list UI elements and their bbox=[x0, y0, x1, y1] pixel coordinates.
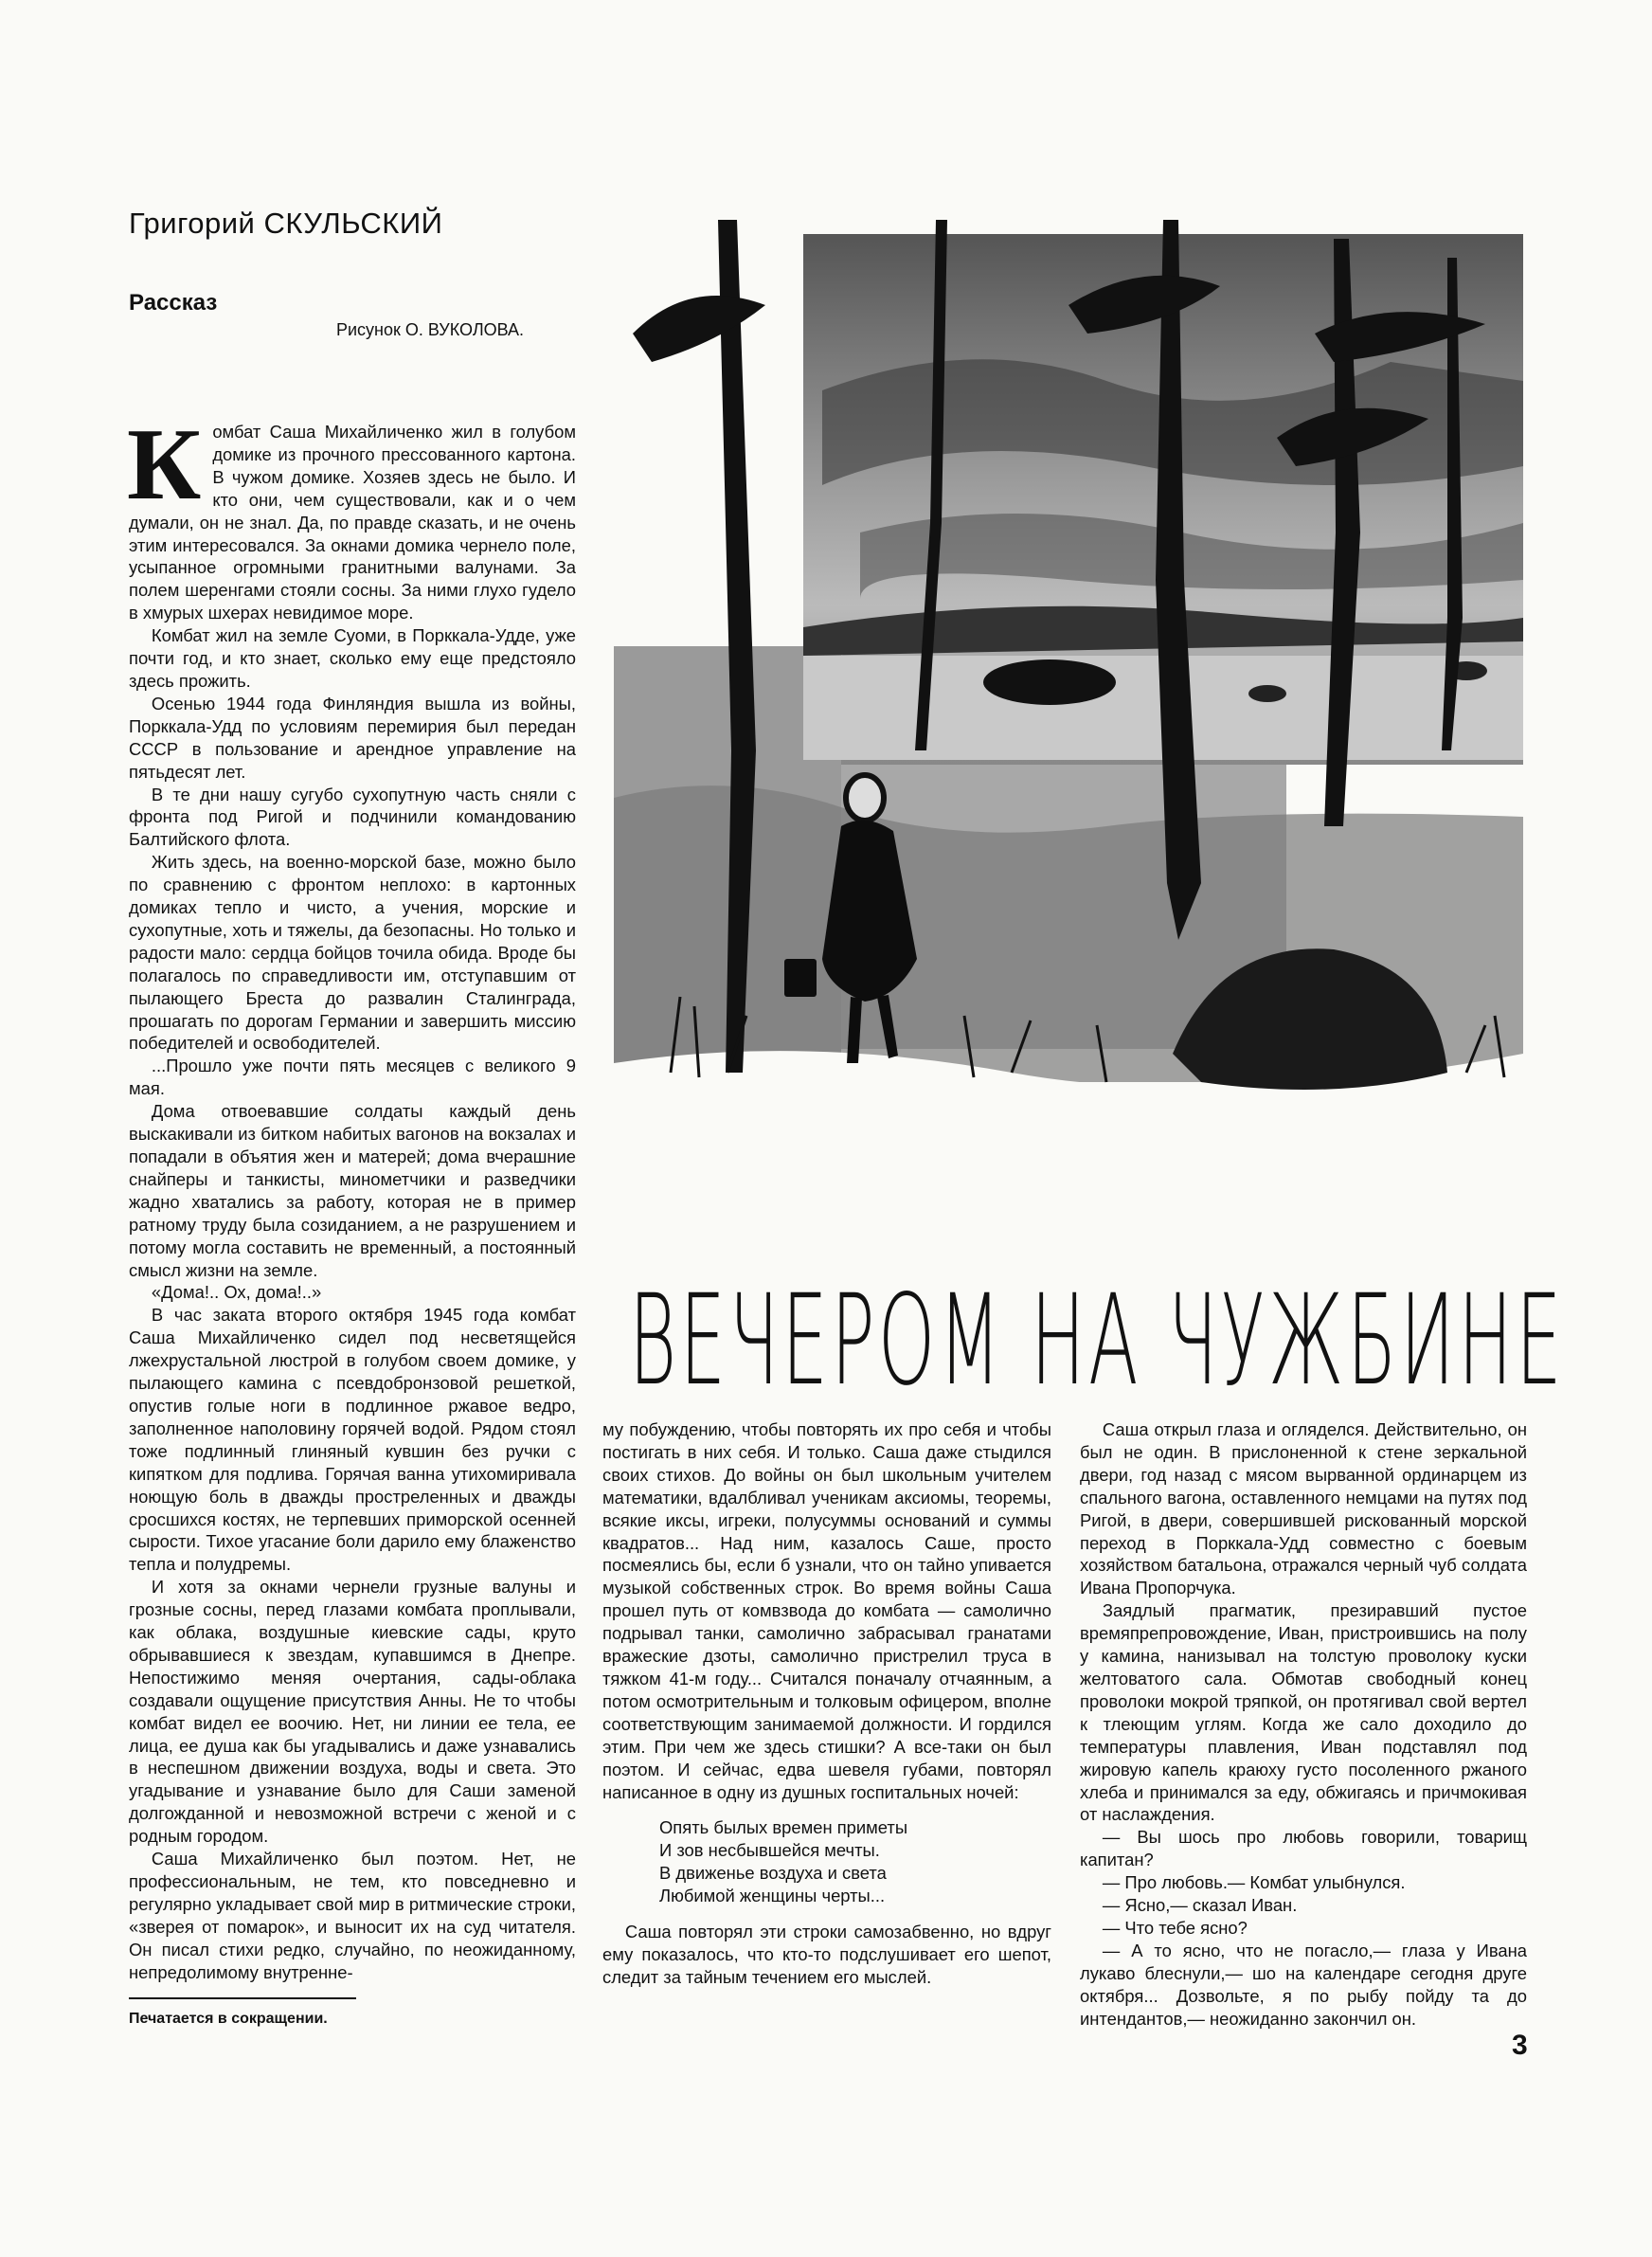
paragraph: Дома отвоевавшие солдаты каждый день выскакивали из битком набитых вагонов на вокзалах и попадали в объятия жен и матерей; дома вчерашние снайперы и танкисты, минометчики и разведчики жадно хватались за работу, которая не в пример ратному труду была созиданием, а не разрушением и потому могла составить не временный, а постоянный смысл жизни на земле. bbox=[129, 1101, 576, 1280]
paragraph: Осенью 1944 года Финляндия вышла из войны, Порккала-Удд по условиям перемирия был передан СССР в пользование и арендное управление на пятьдесят лет. bbox=[129, 693, 576, 782]
text-column-2 bbox=[602, 1418, 1051, 1989]
poem-line: И зов несбывшейся мечты. bbox=[659, 1840, 880, 1861]
poem-line: В движенье воздуха и света bbox=[659, 1863, 887, 1884]
page-number: 3 bbox=[1512, 2030, 1528, 2061]
paragraph: В час заката второго октября 1945 года комбат Саша Михайличенко сидел под несветящейся лжехрустальной люстрой в голубом своем домике, у пылающего камина с псевдобронзовой решеткой, опустив голые ноги в подлинное ржавое ведро, заполненное наполовину горячей водой. Рядом стоял тоже подлинный глиняный кувшин без ручки с кипятком для подлива. Горячая ванна утихомиривала ноющую боль в дважды простреленных и дважды сросшихся костях, не терпевших приморской осенней сырости. Тихое угасание боли дарило ему блаженство тепла и полудремы. bbox=[129, 1305, 576, 1575]
poem-line: Опять былых времен приметы bbox=[659, 1817, 908, 1838]
paragraph: — Ясно,— сказал Иван. bbox=[1102, 1895, 1298, 1916]
paragraph: В те дни нашу сугубо сухопутную часть сняли с фронта под Ригой и подчинили командованию Балтийского флота. bbox=[129, 784, 576, 850]
text-column-3 bbox=[1080, 1418, 1527, 2030]
paragraph: Комбат жил на земле Суоми, в Порккала-Удде, уже почти год, и кто знает, сколько ему еще предстояло здесь прожить. bbox=[129, 625, 576, 691]
forest-lake-woman-illustration bbox=[614, 220, 1523, 1272]
paragraph: «Дома!.. Ох, дома!..» bbox=[151, 1282, 322, 1303]
paragraph: Саша открыл глаза и огляделся. Действительно, он был не один. В прислоненной к стене зеркальной двери, год назад с мясом вырванной ординарцем из спального вагона, оставленного немцами на путях под Ригой, в двери, совершившей рискованный морской переход в Порккала-Удд совместно с боевым хозяйством батальона, отражался черный чуб солдата Ивана Пропорчука. bbox=[1080, 1419, 1527, 1598]
paragraph: Саша Михайличенко был поэтом. Нет, не профессиональным, не тем, кто повседневно и регулярно укладывает свой мир в ритмические строки, «зверея от помарок», и выносит их на суд читателя. Он писал стихи редко, случайно, по неожиданному, непредолимому внутренне- bbox=[129, 1849, 576, 1982]
paragraph: омбат Саша Михайличенко жил в голубом домике из прочного прессованного картона. В чужом домике. Хозяев здесь не было. И кто они, чем существовали, как и о чем думали, он не знал. Да, по правде сказать, и не очень этим интересовался. За окнами домика чернело поле, усыпанное огромными гранитными валунами. За полем шеренгами стояли сосны. За ними глухо гудело в хмурых шхерах невидимое море. bbox=[129, 422, 576, 623]
footnote-divider bbox=[129, 1997, 356, 1999]
illustrator-credit: Рисунок О. ВУКОЛОВА. bbox=[336, 320, 525, 339]
poem bbox=[659, 1816, 1051, 1907]
paragraph: Саша повторял эти строки самозабвенно, но вдруг ему показалось, что кто-то подслушивает его шепот, следит за тайным течением его мыслей. bbox=[602, 1922, 1051, 1987]
paragraph: — Вы шось про любовь говорили, товарищ капитан? bbox=[1080, 1827, 1527, 1870]
paragraph: му побуждению, чтобы повторять их про себя и чтобы постигать в них себя. И только. Саша даже стыдился своих стихов. До войны он был школьным учителем математики, вдалбливал ученикам аксиомы, теоремы, всякие иксы, игреки, полусуммы оснований и суммы квадратов... Над ним, казалось Саше, просто посмеялись бы, если б узнали, что он тайно упивается музыкой собственных строк. Во время войны Саша прошел путь от комвзвода до комбата — самолично подрывал танки, самолично забрасывал гранатами вражеские дзоты, самолично пристрелил труса в тяжком 41-м году... Считался поначалу отчаянным, а потом осмотрительным и толковым офицером, вполне соответствующим занимаемой должности. И гордился этим. При чем же здесь стишки? А все-таки он был поэтом. И сейчас, едва шевеля губами, повторял написанное в одну из душных госпитальных ночей: bbox=[602, 1419, 1051, 1802]
paragraph: — А то ясно, что не погасло,— глаза у Ивана лукаво блеснули,— шо на календаре сегодня друге октября... Дозвольте, я по рыбу пойду та до интендантов,— неожиданно закончил он. bbox=[1080, 1940, 1527, 2029]
footnote: Печатается в сокращении. bbox=[129, 2011, 328, 2027]
paragraph: ...Прошло уже почти пять месяцев с великого 9 мая. bbox=[129, 1056, 576, 1099]
paragraph: И хотя за окнами чернели грузные валуны и грозные сосны, перед глазами комбата проплывали, как облака, воздушные киевские сады, круто обрывавшиеся к звездам, купавшимся в Днепре. Непостижимо меняя очертания, сады-облака создавали ощущение присутствия Анны. Не то чтобы комбат видел ее воочию. Нет, ни линии ее тела, ее лица, ее душа как бы угадывались и даже узнавались в неспешном движении воздуха, воды и света. Это угадывание и узнавание было для Саши заменой долгожданной и невозможной встречи с женой и с родным городом. bbox=[129, 1577, 576, 1847]
genre-label: Рассказ bbox=[129, 290, 218, 316]
author-name: Григорий СКУЛЬСКИЙ bbox=[129, 207, 443, 240]
paragraph: Заядлый прагматик, презиравший пустое времяпрепровождение, Иван, пристроившись на полу у камина, нанизывал на толстую проволоку куски желтоватого сала. Обмотав свободный конец проволоки мокрой тряпкой, он протягивал свой вертел к тлеющим углям. Когда же сало доходило до температуры плавления, Иван подставлял под жировую капель краюху густо посоленного ржаного хлеба и принимался за еду, обжигаясь и причмокивая от наслаждения. bbox=[1080, 1600, 1527, 1825]
paragraph: — Про любовь.— Комбат улыбнулся. bbox=[1102, 1872, 1406, 1893]
paragraph: — Что тебе ясно? bbox=[1102, 1917, 1248, 1938]
text-column-1 bbox=[127, 408, 576, 1984]
rock-in-water bbox=[983, 659, 1116, 705]
poem-line: Любимой женщины черты... bbox=[659, 1886, 886, 1906]
story-title: ВЕЧЕРОМ НА ЧУЖБИНЕ bbox=[629, 1268, 1566, 1414]
drop-cap: К bbox=[127, 408, 202, 521]
paragraph: Жить здесь, на военно-морской базе, можно было по сравнению с фронтом неплохо: в картонных домиках тепло и чисто, а учения, морские и сухопутные, хоть и тяжелы, да безопасны. Но только и радости мало: сердца бойцов точила обида. Вроде бы полагалось по справедливости им, отступавшим от пылающего Бреста до развалин Сталинграда, прошагать по дорогам Германии и завершить миссию победителей и освободителей. bbox=[129, 852, 576, 1054]
